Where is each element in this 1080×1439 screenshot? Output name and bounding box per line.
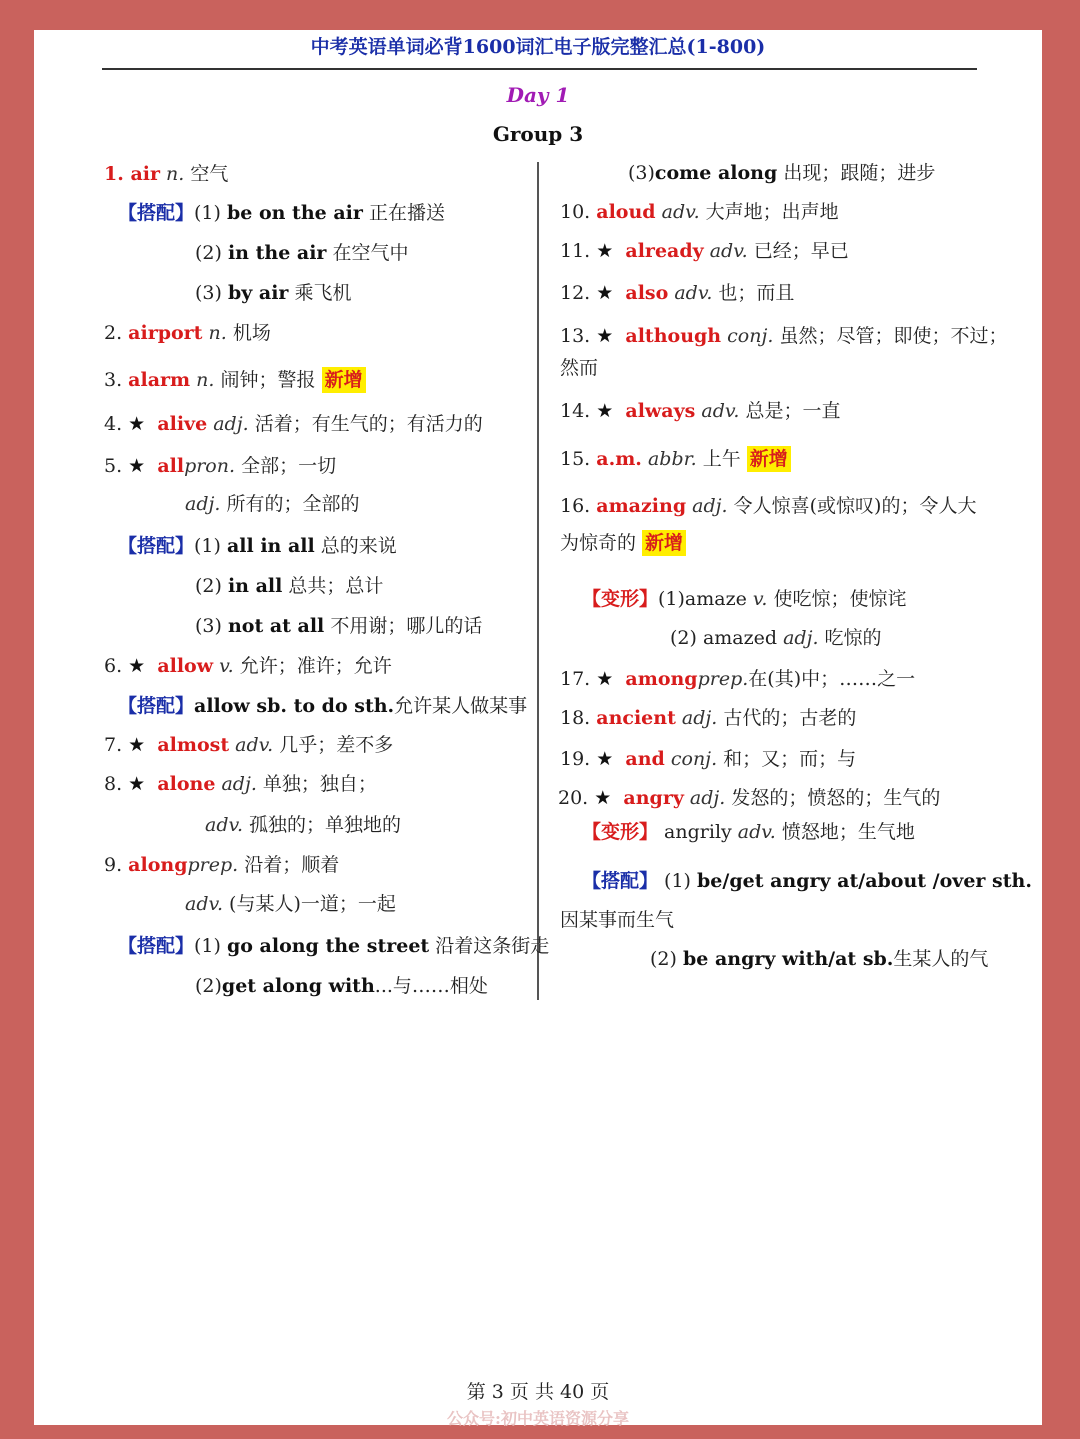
entry-word: aloud <box>596 201 656 223</box>
group-title: Group 3 <box>492 122 584 146</box>
page-number: 第 3 页 共 40 页 <box>466 1381 610 1403</box>
variant-line: 【变形】 angrily adv. 愤怒地；生气地 <box>582 821 915 843</box>
collocation-line: 【搭配】 (1) be/get angry at/about /over sth. <box>582 870 1032 892</box>
collocation-tag: 【搭配】 <box>582 870 659 892</box>
entry-alarm: 3. alarm n. 闹钟；警报 新增 <box>104 367 366 393</box>
entry-sense: adv. (与某人)一道；一起 <box>185 893 396 915</box>
entry-word: although <box>625 325 722 347</box>
star-icon: ★ <box>128 655 146 677</box>
entry-word: allow <box>157 655 214 677</box>
collocation-line: (2)get along with...与……相处 <box>195 975 488 997</box>
phrase: in all <box>227 575 283 597</box>
new-badge: 新增 <box>747 446 791 472</box>
variant-line: (2) amazed adj. 吃惊的 <box>670 627 882 649</box>
entry-word: a.m. <box>596 448 642 470</box>
collocation-line: (2) be angry with/at sb.生某人的气 <box>650 948 989 970</box>
entry-word: amazing <box>596 495 687 517</box>
entry-word: already <box>625 240 704 262</box>
entry-aloud: 10. aloud adv. 大声地；出声地 <box>560 201 839 223</box>
phrase: go along the street <box>226 935 430 957</box>
entry-word: along <box>128 854 188 876</box>
day-title: Day 1 <box>506 83 570 107</box>
star-icon: ★ <box>596 282 614 304</box>
entry-word: ancient <box>596 707 676 729</box>
entry-number: 3. <box>104 369 129 391</box>
collocation-line: (3) by air 乘飞机 <box>195 282 352 304</box>
collocation-line: (2) in all 总共；总计 <box>195 575 384 597</box>
entry-word: air <box>130 163 160 185</box>
entry-number: 2. <box>104 322 129 344</box>
variant-tag: 【变形】 <box>582 588 659 610</box>
header-divider <box>102 68 977 70</box>
watermark: 公众号:初中英语资源分享 <box>447 1409 629 1428</box>
variant-tag: 【变形】 <box>582 821 659 843</box>
entry-word: alive <box>157 413 208 435</box>
entry-always: 14. ★ always adv. 总是；一直 <box>560 400 841 422</box>
entry-word: always <box>625 400 696 422</box>
phrase: allow sb. to do sth. <box>194 695 395 717</box>
entry-air <box>104 161 228 187</box>
collocation-tag: 【搭配】 <box>118 202 195 224</box>
phrase: come along <box>654 162 778 184</box>
entry-continuation: 因某事而生气 <box>560 909 675 931</box>
entry-ancient: 18. ancient adj. 古代的；古老的 <box>560 707 857 729</box>
phrase: be on the air <box>226 202 363 224</box>
collocation-line: (3)come along 出现；跟随；进步 <box>628 162 936 184</box>
entry-sense: adj. 所有的；全部的 <box>185 493 360 515</box>
star-icon: ★ <box>128 455 146 477</box>
entry-word: airport <box>128 322 203 344</box>
entry-word: alarm <box>128 369 191 391</box>
entry-word: almost <box>157 734 230 756</box>
document-title: 中考英语单词必背1600词汇电子版完整汇总(1-800) <box>310 36 766 58</box>
collocation-line: (2) in the air 在空气中 <box>195 242 409 264</box>
phrase: be/get angry at/about /over sth. <box>697 870 1032 892</box>
part-of-speech: n. <box>160 163 185 185</box>
new-badge: 新增 <box>642 530 686 556</box>
entry-although: 13. ★ although conj. 虽然；尽管；即使；不过； <box>560 325 1008 347</box>
star-icon: ★ <box>596 240 614 262</box>
collocation-line: 【搭配】allow sb. to do sth.允许某人做某事 <box>118 695 528 717</box>
entry-alone: 8. ★ alone adj. 单独；独自； <box>104 773 377 795</box>
entry-word: all <box>157 455 185 477</box>
phrase: all in all <box>226 535 315 557</box>
entry-alive: 4. ★ alive adj. 活着；有生气的；有活力的 <box>104 413 483 435</box>
star-icon: ★ <box>128 773 146 795</box>
collocation-line: 【搭配】(1) all in all 总的来说 <box>118 535 397 557</box>
star-icon: ★ <box>596 748 614 770</box>
entry-am: 15. a.m. abbr. 上午 新增 <box>560 446 791 472</box>
new-badge: 新增 <box>322 367 366 393</box>
entry-continuation: 为惊奇的 新增 <box>560 530 686 556</box>
entry-along: 9. alongprep. 沿着；顺着 <box>104 854 340 876</box>
entry-word: among <box>625 668 698 690</box>
entry-meaning: 空气 <box>184 163 229 185</box>
star-icon: ★ <box>596 325 614 347</box>
phrase: get along with <box>221 975 375 997</box>
entry-word: and <box>625 748 665 770</box>
entry-sense: adv. 孤独的；单独地的 <box>205 814 402 836</box>
collocation-line: 【搭配】(1) be on the air 正在播送 <box>118 202 445 224</box>
phrase: in the air <box>227 242 327 264</box>
entry-continuation: 然而 <box>560 357 599 379</box>
entry-allow: 6. ★ allow v. 允许；准许；允许 <box>104 655 392 677</box>
collocation-line: (3) not at all 不用谢；哪儿的话 <box>195 615 483 637</box>
entry-word: also <box>625 282 669 304</box>
entry-and: 19. ★ and conj. 和；又；而；与 <box>560 748 857 770</box>
phrase: by air <box>227 282 289 304</box>
entry-almost: 7. ★ almost adv. 几乎；差不多 <box>104 734 394 756</box>
entry-angry: 20. ★ angry adj. 发怒的；愤怒的；生气的 <box>558 787 941 809</box>
star-icon: ★ <box>128 734 146 756</box>
collocation-tag: 【搭配】 <box>118 935 195 957</box>
entry-word: alone <box>157 773 216 795</box>
document-page <box>34 30 1042 1428</box>
collocation-line: 【搭配】(1) go along the street 沿着这条街走 <box>118 935 550 957</box>
entry-airport: 2. airport n. 机场 <box>104 322 271 344</box>
collocation-tag: 【搭配】 <box>118 535 195 557</box>
variant-line: 【变形】(1)amaze v. 使吃惊；使惊诧 <box>582 588 907 610</box>
entry-number: 1. <box>104 163 131 185</box>
star-icon: ★ <box>594 787 612 809</box>
star-icon: ★ <box>128 413 146 435</box>
star-icon: ★ <box>596 400 614 422</box>
phrase: be angry with/at sb. <box>682 948 894 970</box>
entry-amazing: 16. amazing adj. 令人惊喜(或惊叹)的；令人大 <box>560 495 977 517</box>
star-icon: ★ <box>596 668 614 690</box>
entry-all: 5. ★ allpron. 全部；一切 <box>104 455 337 477</box>
entry-word: angry <box>623 787 684 809</box>
column-divider <box>537 162 539 1000</box>
entry-already: 11. ★ already adv. 已经；早已 <box>560 240 849 262</box>
entry-among: 17. ★ amongprep.在(其)中；……之一 <box>560 668 916 690</box>
collocation-tag: 【搭配】 <box>118 695 195 717</box>
entry-also: 12. ★ also adv. 也；而且 <box>560 282 795 304</box>
phrase: not at all <box>227 615 325 637</box>
